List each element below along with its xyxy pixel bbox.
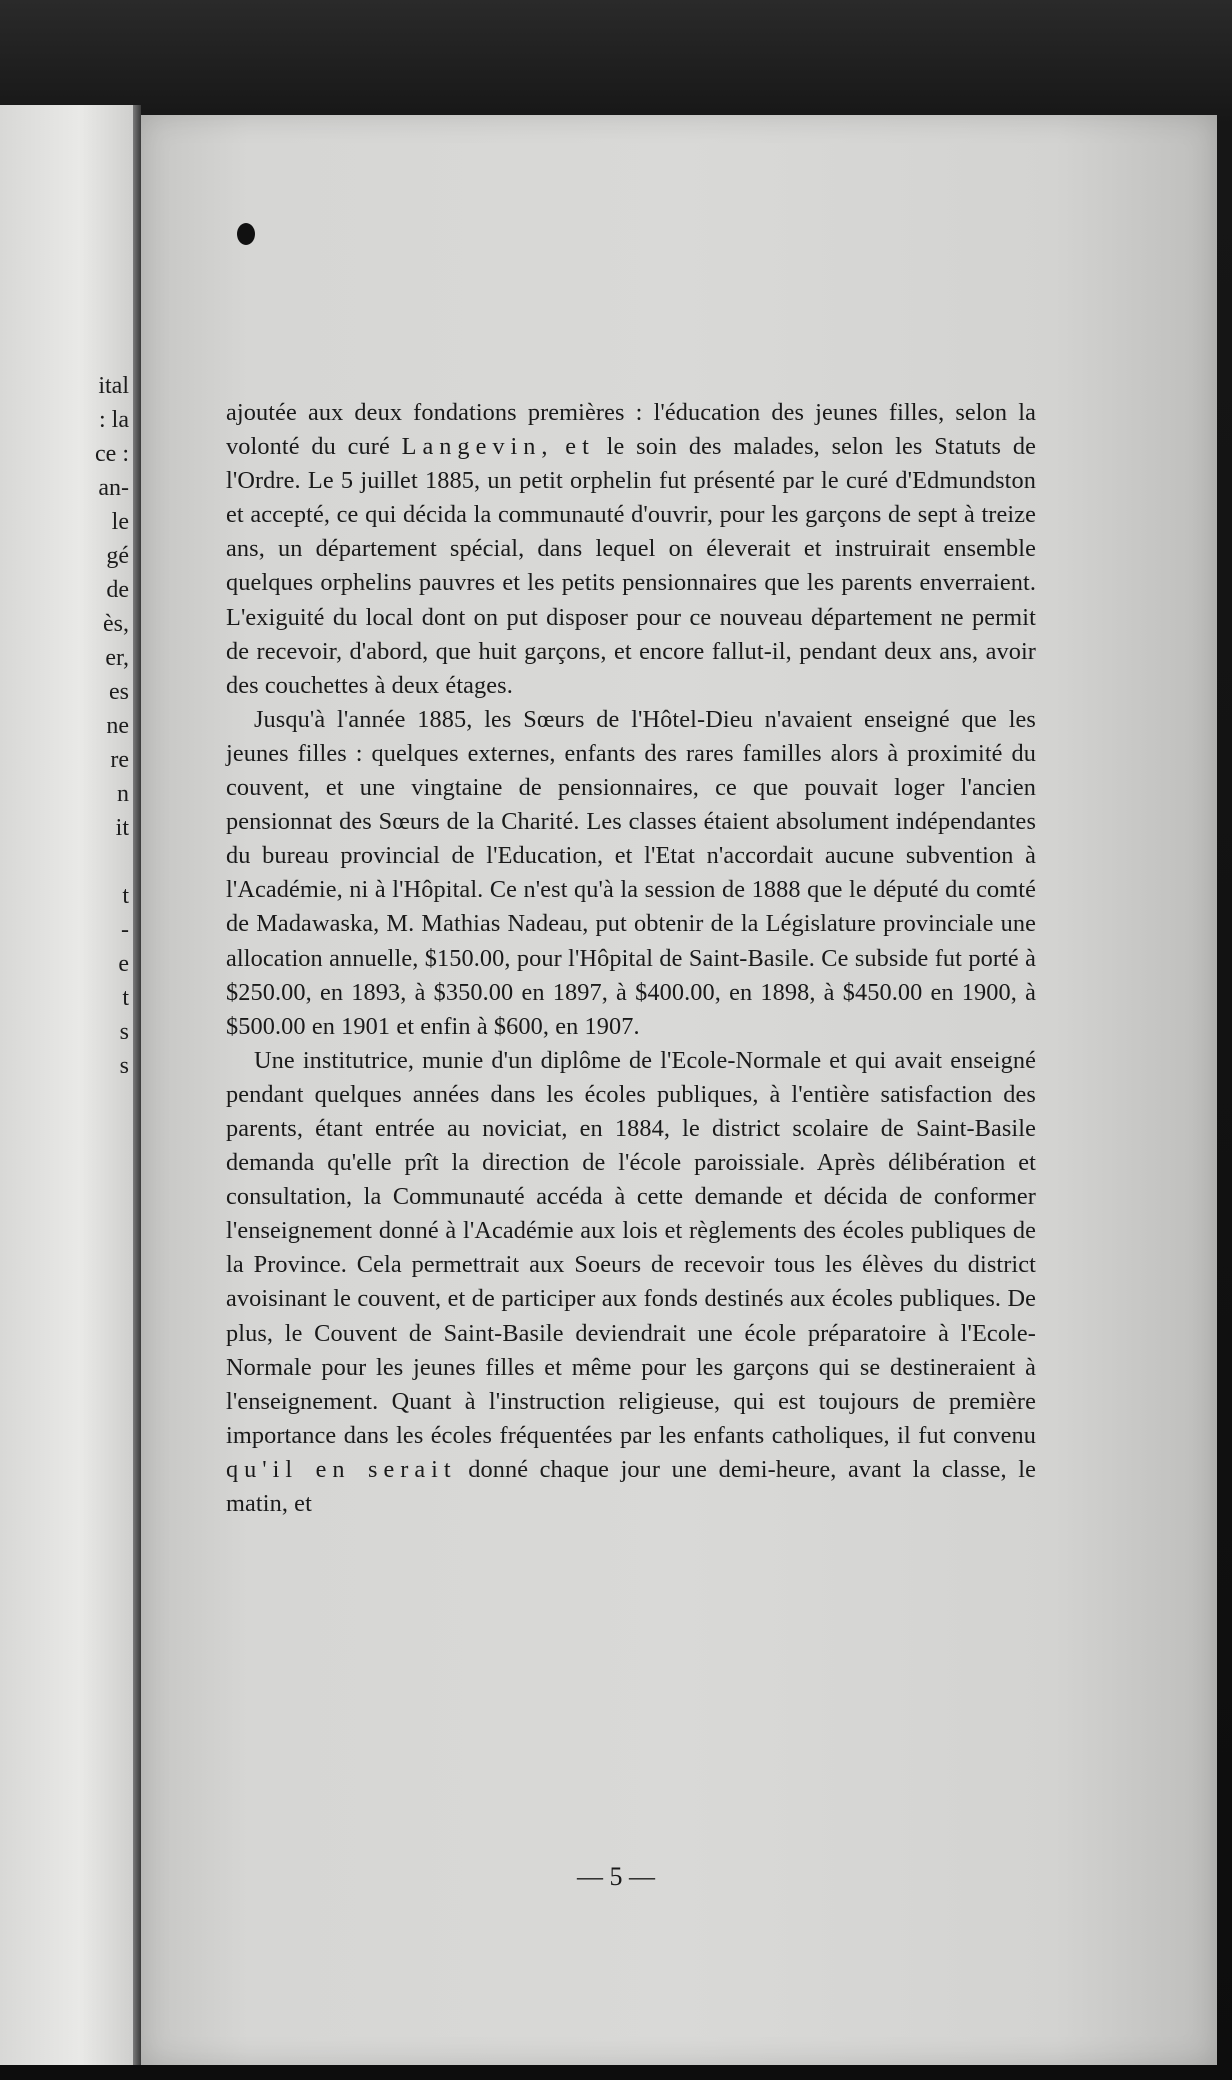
spaced-phrase: qu'il en serait — [226, 1455, 457, 1483]
paragraph-3-text-a: Une institutrice, munie d'un diplôme de l'Ecole-Normale et qui avait enseigné pendant quelques années dans les écoles publiques, à l'entière satisfaction des parents, étant entrée au noviciat, en 1884, le district scolaire de Saint-Basile demanda qu'elle prît la direction de l'école paroissiale. Après délibération et consultation, la Communauté accéda à cette demande et décida de conformer l'enseignement donné à l'Académie aux lois et règlements des écoles publiques de la Province. Cela permettrait aux Soeurs de recevoir tous les élèves du district avoisinant le couvent, et de participer aux fonds destinés aux écoles publiques. De plus, le Couvent de Saint-Basile deviendrait une école préparatoire à l'Ecole-Normale pour les jeunes filles et même pour les garçons qui se destineraient à l'enseignement. Quant à l'instruction religieuse, qui est toujours de première importance dans les écoles fréquentées par les enfants catholiques, il fut convenu — [226, 1046, 1036, 1449]
paragraph-2: Jusqu'à l'année 1885, les Sœurs de l'Hôtel-Dieu n'avaient enseigné que les jeunes filles : quelques externes, enfants des rares familles alors à proximité du couvent, et une vingtaine de pensionnaires, ce que pouvait loger l'ancien pensionnat des Sœurs de la Charité. Les classes étaient absolument indépendantes du bureau provincial de l'Education, et l'Etat n'accordait aucune subvention à l'Académie, ni à l'Hôpital. Ce n'est qu'à la session de 1888 que le député du comté de Madawaska, M. Mathias Nadeau, put obtenir de la Législature provinciale une allocation annuelle, $150.00, pour l'Hôpital de Saint-Basile. Ce subside fut porté à $250.00, en 1893, à $350.00 en 1897, à $400.00, en 1898, à $450.00 en 1900, à $500.00 en 1901 et enfin à $600, en 1907. — [226, 705, 1036, 1040]
left-page-fragment: ès, — [103, 611, 129, 637]
left-page-fragment: an- — [98, 475, 129, 501]
left-page-fragment: : la — [99, 407, 129, 433]
left-page-fragment: t — [122, 883, 129, 909]
left-page-fragment: t — [122, 985, 129, 1011]
left-page-fragment: ital — [98, 373, 129, 399]
left-page-fragment: n — [117, 781, 129, 807]
left-page-fragment: er, — [105, 645, 129, 671]
page-body-text — [226, 396, 1036, 1521]
spaced-word-et: et — [565, 433, 595, 461]
paragraph-1 — [226, 396, 1036, 703]
left-page-fragment: s — [119, 1053, 129, 1079]
page-number: — 5 — — [577, 1862, 655, 1891]
left-page-fragment: ne — [106, 713, 129, 739]
left-page-fragment: le — [111, 509, 129, 535]
left-page-fragment: it — [115, 815, 129, 841]
spaced-name-langevin: Langevin, — [401, 433, 554, 461]
paragraph-3 — [226, 1044, 1036, 1521]
paragraph-1-text-b: le soin des malades, selon les Statuts de l'Ordre. Le 5 juillet 1885, un petit orphelin fut présenté par le curé d'Edmundston et accepté, ce qui décida la communauté d'ouvrir, pour les garçons de sept à treize ans, un département spécial, dans lequel on éleverait et instruirait ensemble quelques orphelins pauvres et les petits pensionnaires que les parents enverraient. L'exiguité du local dont on put disposer pour ce nouveau département ne permit de recevoir, d'abord, que huit garçons, et encore fallut-il, pendant deux ans, avoir des couchettes à deux étages. — [226, 433, 1036, 699]
left-page-fragment: de — [106, 577, 129, 603]
left-facing-page — [0, 105, 133, 2065]
paragraph-3-text-b: donné chaque jour une demi-heure, avant la classe, le matin, et — [226, 1455, 1036, 1517]
left-page-fragment: e — [118, 951, 129, 977]
left-page-fragment: - — [121, 917, 129, 943]
left-page-fragment: gé — [106, 543, 129, 569]
book-gutter — [133, 105, 141, 2065]
punch-hole — [237, 223, 255, 245]
left-page-fragment: ce : — [95, 441, 129, 467]
paragraph-1-text-a: ajoutée aux deux fondations premières : l'éducation des jeunes filles, selon la volonté du curé — [226, 399, 1036, 461]
left-page-fragment: s — [119, 1019, 129, 1045]
left-page-fragment: es — [109, 679, 129, 705]
left-page-fragment: re — [110, 747, 129, 773]
